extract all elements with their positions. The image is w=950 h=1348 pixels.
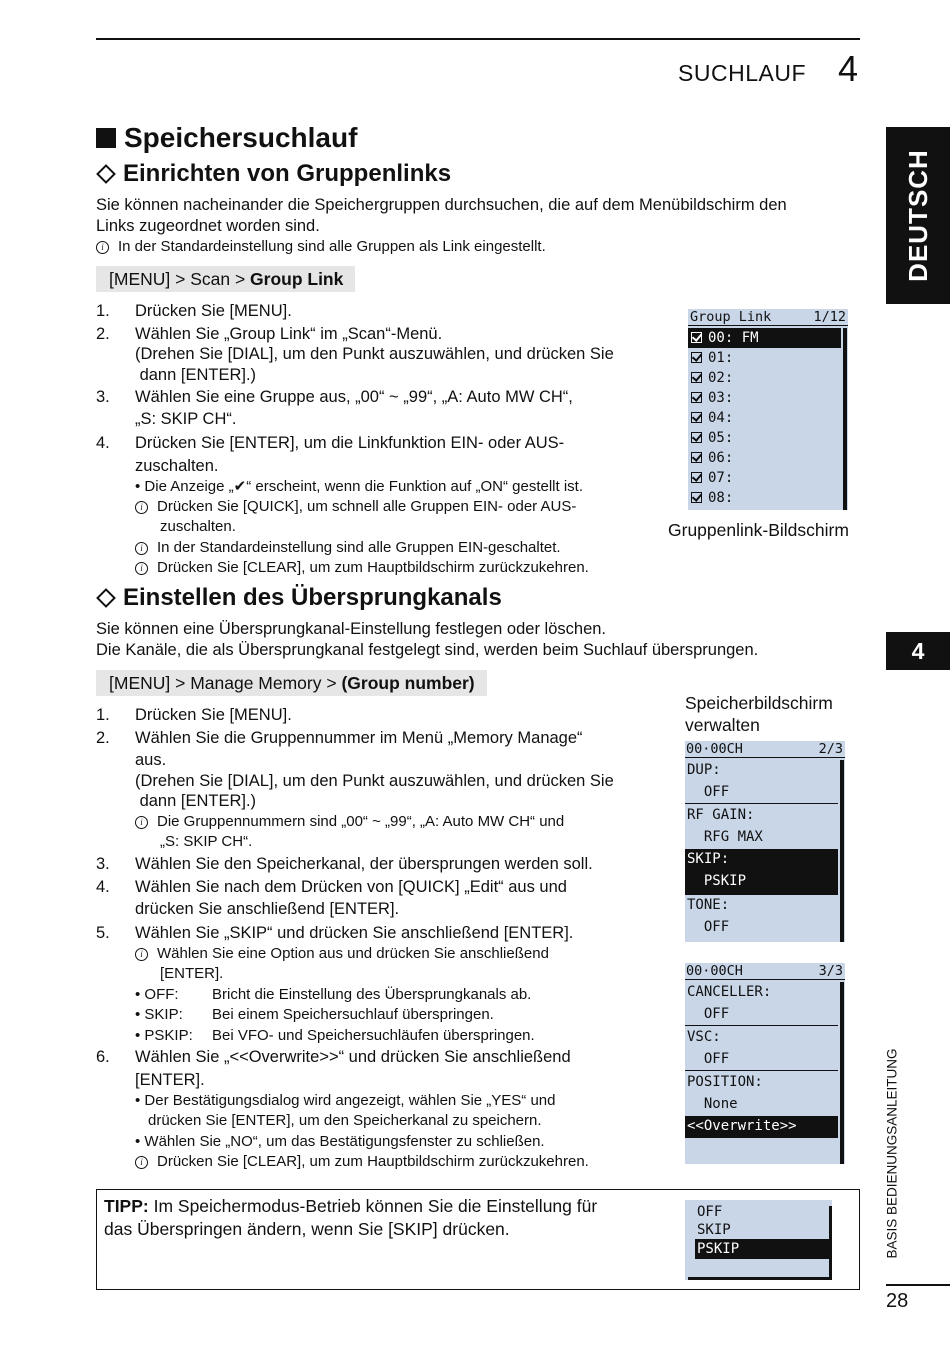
skip-menu-path: [MENU] > Manage Memory > (Group number): [96, 670, 487, 696]
info-icon: i: [135, 816, 148, 829]
screen-title: 00·00CH: [686, 741, 743, 757]
info-option: i Wählen Sie eine Option aus und drücken Sie anschließend: [135, 944, 549, 964]
step-text: aus.: [135, 751, 167, 769]
group-link-item: 06:: [688, 448, 733, 468]
page-number: 28: [886, 1290, 909, 1312]
step-text: (Drehen Sie [DIAL], um den Punkt auszuwählen, und drücken Sie: [135, 345, 614, 363]
step-text: Wählen Sie „SKIP“ und drücken Sie anschließend [ENTER].: [135, 924, 574, 942]
step-text: Drücken Sie [MENU].: [135, 706, 292, 724]
scrollbar: [843, 328, 847, 510]
step-number: 1.: [96, 302, 110, 320]
option-key: • OFF:: [135, 986, 179, 1003]
section-title: Speichersuchlauf: [96, 122, 357, 154]
page-rule: [886, 1284, 950, 1286]
step-text: „S: SKIP CH“.: [135, 410, 237, 428]
memory-field-value: None: [687, 1096, 738, 1112]
group-link-info-default: i In der Standardeinstellung sind alle Gruppen als Link eingestellt.: [96, 237, 546, 257]
checkbox-checked-icon: [691, 392, 702, 403]
screen-page: 3/3: [818, 963, 843, 979]
checkbox-checked-icon: [691, 432, 702, 443]
memory-field-value: RFG MAX: [687, 829, 763, 845]
memory-field-label: VSC:: [687, 1029, 721, 1045]
step-number: 4.: [96, 878, 110, 896]
option-desc: Bei VFO- und Speichersuchläufen überspringen.: [212, 1027, 535, 1044]
info-clear: i Drücken Sie [CLEAR], um zum Hauptbildschirm zurückzukehren.: [135, 558, 589, 578]
checkbox-checked-icon: [691, 352, 702, 363]
skip-heading: Einstellen des Übersprungkanals: [96, 584, 502, 612]
language-tab-label: DEUTSCH: [902, 149, 933, 282]
skip-option: PSKIP: [695, 1239, 829, 1259]
memory-screen-caption: verwalten: [685, 715, 760, 735]
checkbox-checked-icon: [691, 452, 702, 463]
option-desc: Bricht die Einstellung des Übersprungkanals ab.: [212, 986, 532, 1003]
memory-field-value: PSKIP: [685, 871, 838, 895]
step-text: Drücken Sie [ENTER], um die Linkfunktion EIN- oder AUS-: [135, 434, 565, 452]
screen-title: Group Link: [690, 309, 772, 325]
memory-field-label: DUP:: [687, 762, 721, 778]
diamond-icon: [96, 588, 116, 608]
info-icon: i: [135, 501, 148, 514]
step-text: Wählen Sie die Gruppennummer im Menü „Memory Manage“: [135, 729, 583, 747]
screen-page: 2/3: [818, 741, 843, 757]
memory-field-value: OFF: [687, 1051, 730, 1067]
step-text: Wählen Sie „<<Overwrite>>“ und drücken Sie anschließend: [135, 1048, 571, 1066]
info-default-on: i In der Standardeinstellung sind alle Gruppen EIN-geschaltet.: [135, 538, 561, 558]
skip-intro-1: Sie können eine Übersprungkanal-Einstellung festlegen oder löschen.: [96, 620, 607, 638]
step-number: 1.: [96, 706, 110, 724]
info-icon: i: [96, 241, 109, 254]
bullet-confirm: • Der Bestätigungsdialog wird angezeigt, wählen Sie „YES“ und: [135, 1092, 556, 1109]
group-link-heading: Einrichten von Gruppenlinks: [96, 160, 451, 188]
step-text: zuschalten.: [135, 457, 219, 475]
bullet-no: • Wählen Sie „NO“, um das Bestätigungsfenster zu schließen.: [135, 1133, 545, 1150]
step-text: (Drehen Sie [DIAL], um den Punkt auszuwählen, und drücken Sie: [135, 772, 614, 790]
skip-intro-2: Die Kanäle, die als Übersprungkanal festgelegt sind, werden beim Suchlauf übersprungen.: [96, 641, 759, 659]
group-link-item: 08:: [688, 488, 733, 508]
step-text: [ENTER].: [135, 1071, 205, 1089]
chapter-tab: 4: [886, 632, 950, 670]
manual-name: BASIS BEDIENUNGSANLEITUNG: [884, 1047, 900, 1259]
group-link-item: 03:: [688, 388, 733, 408]
memory-screen-page-3: [685, 963, 845, 1164]
step-number: 3.: [96, 388, 110, 406]
option-desc: Bei einem Speichersuchlauf überspringen.: [212, 1006, 494, 1023]
memory-field-label: POSITION:: [687, 1074, 763, 1090]
group-link-intro-1: Sie können nacheinander die Speichergruppen durchsuchen, die auf dem Menübildschirm den: [96, 196, 787, 214]
group-link-item: 00: FM: [688, 328, 841, 348]
tip-line-2: das Überspringen ändern, wenn Sie [SKIP] drücken.: [104, 1219, 510, 1239]
skip-option: OFF: [697, 1204, 723, 1220]
step-number: 2.: [96, 325, 110, 343]
overwrite-option: <<Overwrite>>: [685, 1116, 838, 1138]
checkbox-checked-icon: [691, 492, 702, 503]
info-option-cont: [ENTER].: [160, 965, 224, 982]
top-rule: [96, 38, 860, 40]
memory-field-value: OFF: [687, 919, 730, 935]
memory-screen-caption: Speicherbildschirm: [685, 693, 833, 713]
memory-screen-page-2: [685, 741, 845, 942]
memory-field-label: SKIP:: [685, 849, 838, 871]
group-link-item: 07:: [688, 468, 733, 488]
bullet-check: • Die Anzeige „✔“ erscheint, wenn die Funktion auf „ON“ gestellt ist.: [135, 478, 584, 495]
checkbox-checked-icon: [691, 472, 702, 483]
memory-field-label: RF GAIN:: [687, 807, 755, 823]
tip-line-1: TIPP: Im Speichermodus-Betrieb können Sie die Einstellung für: [104, 1196, 598, 1216]
info-quick: i Drücken Sie [QUICK], um schnell alle Gruppen EIN- oder AUS-: [135, 497, 576, 517]
step-number: 2.: [96, 729, 110, 747]
info-quick-cont: zuschalten.: [160, 518, 236, 535]
scrollbar: [840, 760, 844, 942]
info-icon: i: [135, 562, 148, 575]
bullet-confirm-cont: drücken Sie [ENTER], um den Speicherkanal zu speichern.: [148, 1112, 542, 1129]
scrollbar: [840, 982, 844, 1164]
step-text: Wählen Sie eine Gruppe aus, „00“ ~ „99“, „A: Auto MW CH“,: [135, 388, 573, 406]
chapter-title: SUCHLAUF: [678, 60, 806, 86]
step-text: drücken Sie anschließend [ENTER].: [135, 900, 400, 918]
info-clear-skip: i Drücken Sie [CLEAR], um zum Hauptbildschirm zurückzukehren.: [135, 1152, 589, 1172]
option-key: • SKIP:: [135, 1006, 183, 1023]
memory-field-label: TONE:: [687, 897, 730, 913]
step-text: Wählen Sie nach dem Drücken von [QUICK] „Edit“ aus und: [135, 878, 567, 896]
memory-field-label: CANCELLER:: [687, 984, 772, 1000]
info-icon: i: [135, 1156, 148, 1169]
screen-page: 1/12: [813, 309, 846, 325]
skip-option-screen: [685, 1200, 832, 1280]
skip-option: SKIP: [697, 1222, 731, 1238]
step-text: dann [ENTER].): [135, 366, 257, 384]
square-bullet-icon: [96, 128, 116, 148]
info-groups-cont: „S: SKIP CH“.: [160, 833, 253, 850]
info-groups: i Die Gruppennummern sind „00“ ~ „99“, „A: Auto MW CH“ und: [135, 812, 564, 832]
step-text: Drücken Sie [MENU].: [135, 302, 292, 320]
group-link-item: 05:: [688, 428, 733, 448]
memory-field-value: OFF: [687, 1006, 730, 1022]
chapter-number: 4: [837, 48, 858, 89]
group-link-intro-2: Links zugeordnet worden sind.: [96, 217, 320, 235]
group-link-screen: [688, 309, 848, 510]
step-number: 5.: [96, 924, 110, 942]
step-number: 6.: [96, 1048, 110, 1066]
checkbox-checked-icon: [691, 332, 702, 343]
step-number: 4.: [96, 434, 110, 452]
group-link-item: 01:: [688, 348, 733, 368]
memory-field-value: OFF: [687, 784, 730, 800]
group-link-item: 02:: [688, 368, 733, 388]
info-icon: i: [135, 542, 148, 555]
screen-title: 00·00CH: [686, 963, 743, 979]
group-link-item: 04:: [688, 408, 733, 428]
checkbox-checked-icon: [691, 372, 702, 383]
diamond-icon: [96, 164, 116, 184]
option-key: • PSKIP:: [135, 1027, 193, 1044]
group-link-caption: Gruppenlink-Bildschirm: [668, 520, 849, 540]
step-text: dann [ENTER].): [135, 792, 257, 810]
step-number: 3.: [96, 855, 110, 873]
step-text: Wählen Sie den Speicherkanal, der übersprungen werden soll.: [135, 855, 593, 873]
step-text: Wählen Sie „Group Link“ im „Scan“-Menü.: [135, 325, 443, 343]
checkbox-checked-icon: [691, 412, 702, 423]
info-icon: i: [135, 948, 148, 961]
group-link-menu-path: [MENU] > Scan > Group Link: [96, 266, 355, 292]
